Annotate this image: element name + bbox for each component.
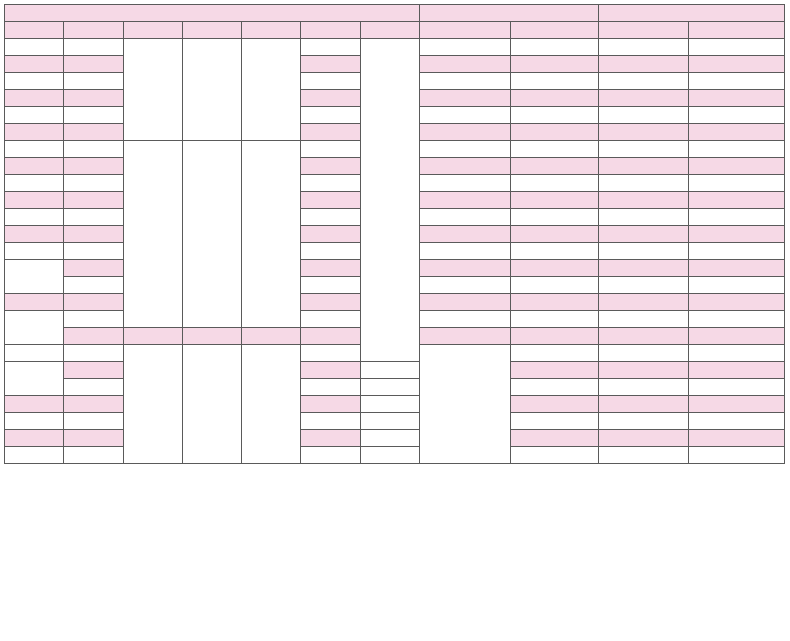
cell-d xyxy=(5,39,64,56)
cell-D xyxy=(64,209,124,226)
cell-std-nominal xyxy=(511,39,599,56)
cell-std-nominal xyxy=(511,396,599,413)
cell-phiS xyxy=(301,90,361,107)
seal-dimension-table xyxy=(4,4,785,464)
cell-phiS xyxy=(301,328,361,345)
cell-phiS xyxy=(301,379,361,396)
cell-t xyxy=(124,141,183,328)
cell-h xyxy=(183,39,242,141)
cell-heat-nominal xyxy=(689,243,785,260)
cell-std-part-no xyxy=(420,107,511,124)
cell-std-part-no xyxy=(420,73,511,90)
cell-t xyxy=(124,39,183,141)
cell-heat-part-no xyxy=(599,243,689,260)
cell-heat-part-no xyxy=(599,226,689,243)
cell-std-nominal xyxy=(511,56,599,73)
cell-phiS xyxy=(301,294,361,311)
cell-phiS xyxy=(301,277,361,294)
cell-std-nominal xyxy=(511,243,599,260)
cell-heat-nominal xyxy=(689,158,785,175)
cell-D xyxy=(64,328,124,345)
cell-std-nominal xyxy=(511,311,599,328)
heat-resistant-group-header xyxy=(599,5,785,22)
cell-D xyxy=(64,311,124,328)
cell-heat-nominal xyxy=(689,107,785,124)
cell-B xyxy=(361,396,420,413)
cell-D xyxy=(64,158,124,175)
group-header-row xyxy=(5,5,785,22)
cell-d xyxy=(5,413,64,430)
cell-heat-nominal xyxy=(689,56,785,73)
cell-H xyxy=(242,39,301,141)
cell-std-part-no xyxy=(420,243,511,260)
cell-phiS xyxy=(301,447,361,464)
cell-B xyxy=(361,379,420,396)
cell-d xyxy=(5,226,64,243)
cell-std-nominal xyxy=(511,124,599,141)
cell-heat-nominal xyxy=(689,124,785,141)
cell-heat-nominal xyxy=(689,209,785,226)
cell-std-nominal xyxy=(511,447,599,464)
cell-D xyxy=(64,124,124,141)
cell-std-nominal xyxy=(511,107,599,124)
cell-heat-nominal xyxy=(689,379,785,396)
cell-D xyxy=(64,175,124,192)
cell-std-part-no xyxy=(420,56,511,73)
cell-H xyxy=(242,328,301,345)
cell-t xyxy=(124,345,183,464)
column-header-row xyxy=(5,22,785,39)
cell-std-part-no xyxy=(420,158,511,175)
cell-H xyxy=(242,345,301,464)
table-row xyxy=(5,396,785,413)
cell-phiS xyxy=(301,311,361,328)
cell-heat-nominal xyxy=(689,175,785,192)
col-header-std-nominal xyxy=(511,22,599,39)
cell-d xyxy=(5,243,64,260)
cell-heat-nominal xyxy=(689,362,785,379)
cell-heat-part-no xyxy=(599,277,689,294)
col-header-heat-nominal xyxy=(689,22,785,39)
cell-D xyxy=(64,277,124,294)
cell-heat-part-no xyxy=(599,447,689,464)
cell-D xyxy=(64,396,124,413)
cell-d xyxy=(5,158,64,175)
cell-d xyxy=(5,175,64,192)
cell-std-part-no xyxy=(420,209,511,226)
cell-std-part-no xyxy=(420,175,511,192)
cell-d xyxy=(5,107,64,124)
cell-t xyxy=(124,328,183,345)
cell-phiS xyxy=(301,345,361,362)
cell-B xyxy=(361,362,420,379)
cell-D xyxy=(64,260,124,277)
cell-d xyxy=(5,56,64,73)
cell-heat-nominal xyxy=(689,73,785,90)
cell-heat-nominal xyxy=(689,90,785,107)
cell-heat-part-no xyxy=(599,107,689,124)
cell-std-part-no xyxy=(420,124,511,141)
cell-d xyxy=(5,362,64,396)
cell-heat-part-no xyxy=(599,345,689,362)
cell-D xyxy=(64,73,124,90)
cell-std-part-no xyxy=(420,260,511,277)
cell-phiS xyxy=(301,192,361,209)
cell-heat-part-no xyxy=(599,294,689,311)
cell-d xyxy=(5,141,64,158)
cell-phiS xyxy=(301,158,361,175)
cell-heat-nominal xyxy=(689,39,785,56)
cell-D xyxy=(64,141,124,158)
cell-heat-part-no xyxy=(599,413,689,430)
cell-heat-part-no xyxy=(599,379,689,396)
cell-heat-part-no xyxy=(599,362,689,379)
cell-std-nominal xyxy=(511,379,599,396)
cell-std-nominal xyxy=(511,294,599,311)
cell-d xyxy=(5,260,64,294)
cell-heat-nominal xyxy=(689,311,785,328)
cell-std-nominal xyxy=(511,192,599,209)
cell-phiS xyxy=(301,430,361,447)
cell-D xyxy=(64,243,124,260)
cell-heat-part-no xyxy=(599,90,689,107)
cell-heat-part-no xyxy=(599,39,689,56)
cell-D xyxy=(64,90,124,107)
cell-d xyxy=(5,209,64,226)
cell-heat-part-no xyxy=(599,328,689,345)
cell-D xyxy=(64,413,124,430)
cell-phiS xyxy=(301,73,361,90)
cell-phiS xyxy=(301,362,361,379)
cell-std-nominal xyxy=(511,141,599,158)
cell-phiS xyxy=(301,243,361,260)
col-header-D xyxy=(64,22,124,39)
col-header-h xyxy=(183,22,242,39)
cell-heat-nominal xyxy=(689,192,785,209)
cell-d xyxy=(5,345,64,362)
cell-d xyxy=(5,396,64,413)
cell-d xyxy=(5,192,64,209)
cell-d xyxy=(5,430,64,447)
cell-heat-part-no xyxy=(599,311,689,328)
cell-phiS xyxy=(301,39,361,56)
dims-group-header xyxy=(5,5,420,22)
cell-D xyxy=(64,362,124,379)
cell-phiS xyxy=(301,175,361,192)
cell-std-nominal xyxy=(511,209,599,226)
cell-heat-part-no xyxy=(599,175,689,192)
cell-heat-nominal xyxy=(689,277,785,294)
cell-phiS xyxy=(301,396,361,413)
cell-phiS xyxy=(301,107,361,124)
table-row xyxy=(5,39,785,56)
cell-std-part-no xyxy=(420,311,511,328)
cell-h xyxy=(183,345,242,464)
table-row xyxy=(5,447,785,464)
table-body xyxy=(5,39,785,464)
cell-heat-part-no xyxy=(599,56,689,73)
cell-phiS xyxy=(301,226,361,243)
cell-heat-part-no xyxy=(599,430,689,447)
standard-group-header xyxy=(420,5,599,22)
cell-B xyxy=(361,413,420,430)
col-header-std-part-no xyxy=(420,22,511,39)
col-header-t xyxy=(124,22,183,39)
cell-std-nominal xyxy=(511,277,599,294)
cell-d xyxy=(5,447,64,464)
cell-d xyxy=(5,90,64,107)
cell-heat-part-no xyxy=(599,158,689,175)
cell-std-part-no xyxy=(420,192,511,209)
cell-heat-part-no xyxy=(599,209,689,226)
cell-std-nominal xyxy=(511,430,599,447)
table-row xyxy=(5,413,785,430)
cell-std-nominal xyxy=(511,73,599,90)
col-header-heat-part-no xyxy=(599,22,689,39)
cell-std-nominal xyxy=(511,175,599,192)
cell-H xyxy=(242,141,301,328)
cell-heat-nominal xyxy=(689,345,785,362)
cell-heat-part-no xyxy=(599,396,689,413)
cell-heat-nominal xyxy=(689,447,785,464)
cell-d xyxy=(5,294,64,311)
cell-heat-nominal xyxy=(689,294,785,311)
cell-d xyxy=(5,124,64,141)
cell-std-part-no xyxy=(420,141,511,158)
cell-h xyxy=(183,141,242,328)
cell-std-part-no xyxy=(420,39,511,56)
cell-heat-nominal xyxy=(689,260,785,277)
cell-std-nominal xyxy=(511,413,599,430)
cell-D xyxy=(64,226,124,243)
cell-std-nominal xyxy=(511,345,599,362)
cell-D xyxy=(64,447,124,464)
cell-B xyxy=(361,430,420,447)
cell-D xyxy=(64,430,124,447)
cell-D xyxy=(64,192,124,209)
cell-h xyxy=(183,328,242,345)
cell-heat-nominal xyxy=(689,328,785,345)
cell-heat-part-no xyxy=(599,124,689,141)
cell-D xyxy=(64,379,124,396)
cell-d xyxy=(5,73,64,90)
cell-heat-nominal xyxy=(689,141,785,158)
cell-heat-part-no xyxy=(599,260,689,277)
cell-std-nominal xyxy=(511,362,599,379)
cell-D xyxy=(64,56,124,73)
cell-std-part-no xyxy=(420,345,511,464)
cell-std-nominal xyxy=(511,260,599,277)
cell-D xyxy=(64,294,124,311)
cell-D xyxy=(64,107,124,124)
cell-phiS xyxy=(301,56,361,73)
cell-phiS xyxy=(301,141,361,158)
cell-std-nominal xyxy=(511,328,599,345)
cell-std-part-no xyxy=(420,226,511,243)
cell-std-part-no xyxy=(420,328,511,345)
cell-heat-part-no xyxy=(599,192,689,209)
cell-D xyxy=(64,39,124,56)
cell-B xyxy=(361,447,420,464)
cell-phiS xyxy=(301,124,361,141)
cell-heat-nominal xyxy=(689,413,785,430)
cell-heat-nominal xyxy=(689,226,785,243)
cell-heat-nominal xyxy=(689,430,785,447)
col-header-phiS xyxy=(301,22,361,39)
cell-heat-part-no xyxy=(599,73,689,90)
cell-std-nominal xyxy=(511,158,599,175)
cell-heat-nominal xyxy=(689,396,785,413)
cell-std-nominal xyxy=(511,226,599,243)
cell-B xyxy=(361,39,420,362)
cell-std-part-no xyxy=(420,90,511,107)
cell-std-part-no xyxy=(420,294,511,311)
cell-d xyxy=(5,311,64,345)
col-header-H xyxy=(242,22,301,39)
table-row xyxy=(5,362,785,379)
table-row xyxy=(5,430,785,447)
cell-std-part-no xyxy=(420,277,511,294)
cell-phiS xyxy=(301,209,361,226)
cell-std-nominal xyxy=(511,90,599,107)
cell-heat-part-no xyxy=(599,141,689,158)
cell-phiS xyxy=(301,260,361,277)
table-row xyxy=(5,379,785,396)
cell-phiS xyxy=(301,413,361,430)
col-header-d xyxy=(5,22,64,39)
col-header-B xyxy=(361,22,420,39)
cell-D xyxy=(64,345,124,362)
